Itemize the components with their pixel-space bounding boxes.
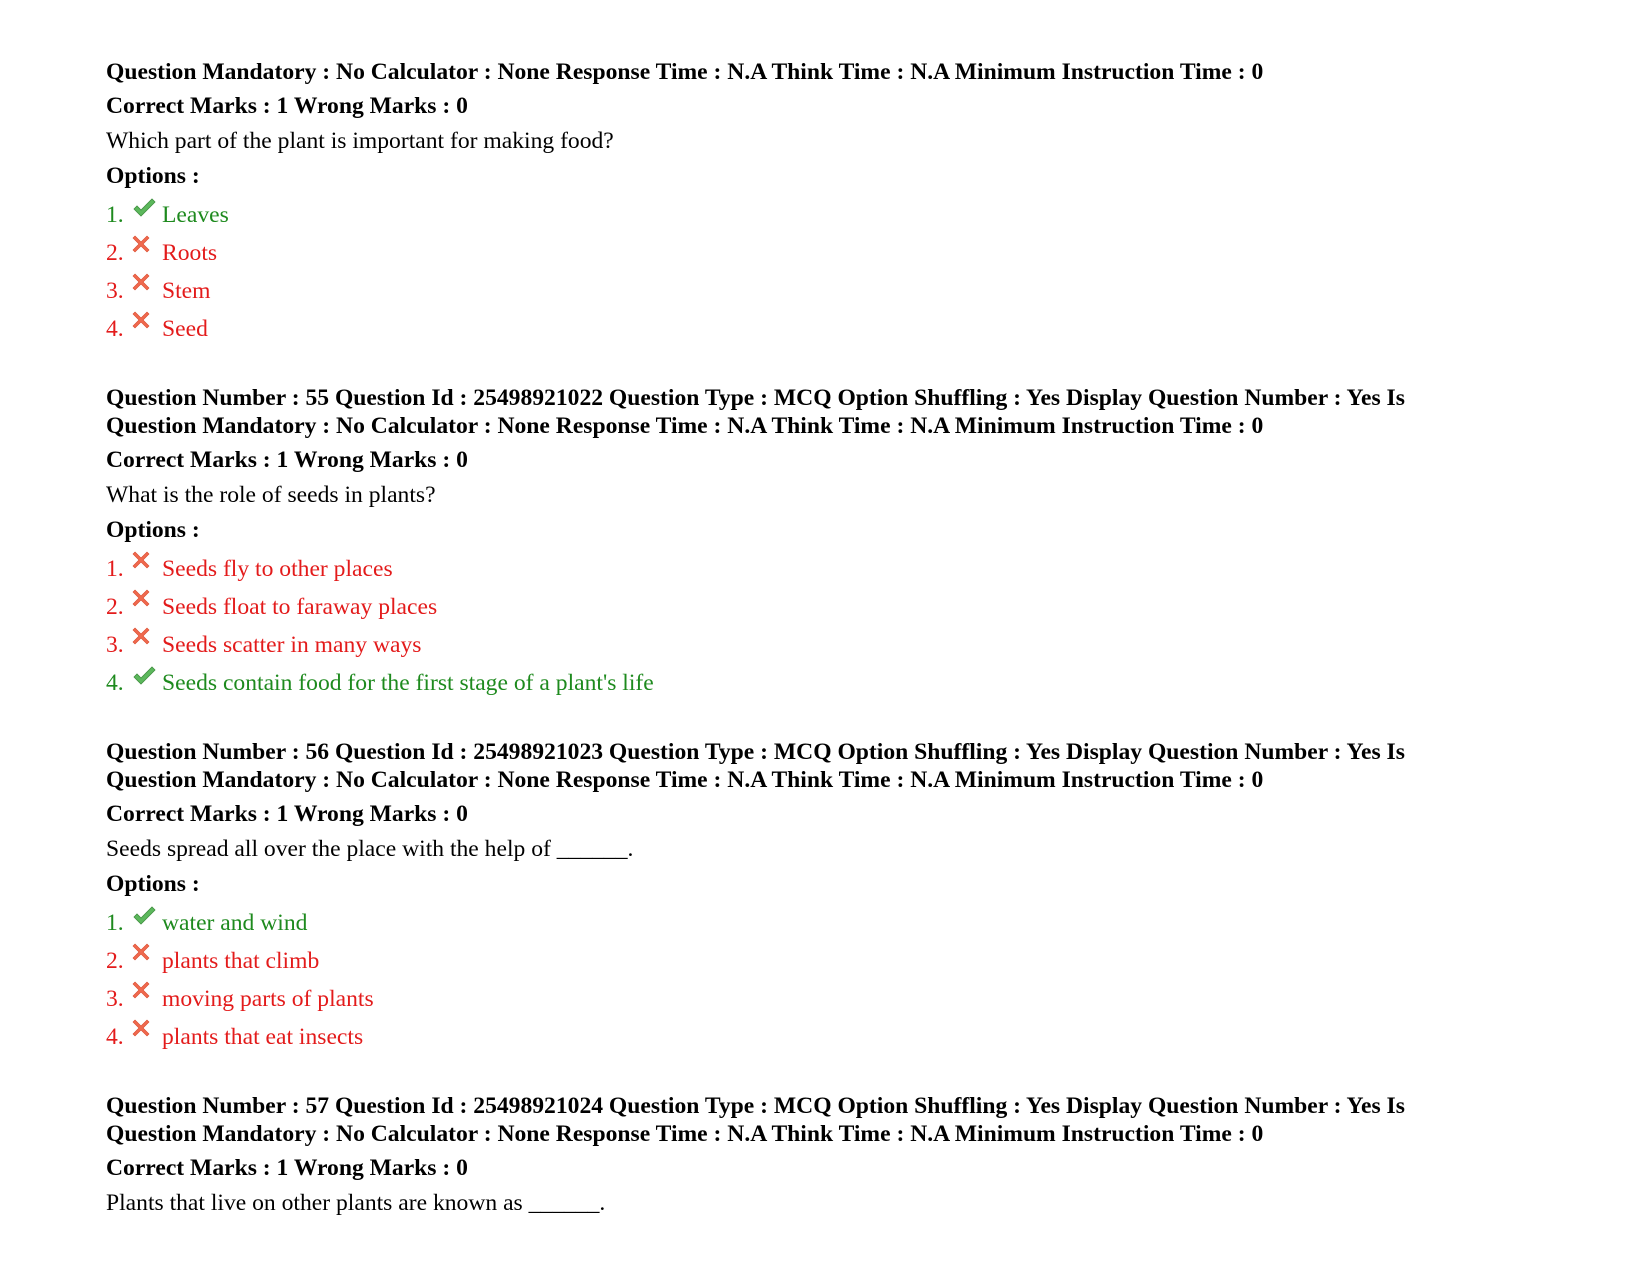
options-label: Options :: [106, 517, 200, 543]
option-number: 3.: [106, 278, 124, 304]
option-text: Seeds scatter in many ways: [162, 632, 422, 658]
marks-line: Correct Marks : 1 Wrong Marks : 0: [106, 447, 468, 473]
cross-icon: [132, 985, 162, 1013]
option-number: 3.: [106, 632, 124, 658]
question-text: Which part of the plant is important for making food?: [106, 128, 614, 154]
options-label: Options :: [106, 163, 200, 189]
option-text: Roots: [162, 240, 218, 266]
question-text: What is the role of seeds in plants?: [106, 482, 436, 508]
question-meta-line: Question Mandatory : No Calculator : None Response Time : N.A Think Time : N.A Minimum Instruction Time : 0: [106, 767, 1264, 793]
option-text: Stem: [162, 278, 211, 304]
question-meta-line: Question Number : 57 Question Id : 25498921024 Question Type : MCQ Option Shuffling : Yes Display Question Number : Yes Is: [106, 1093, 1405, 1119]
option-number: 3.: [106, 986, 124, 1012]
cross-icon: [132, 631, 162, 659]
cross-icon: [132, 593, 162, 621]
cross-icon: [132, 555, 162, 583]
cross-icon: [132, 239, 162, 267]
option-text: water and wind: [162, 910, 308, 936]
option-item: [106, 196, 1606, 234]
option-text: moving parts of plants: [162, 986, 374, 1012]
option-item: [106, 550, 1606, 588]
option-item: [106, 904, 1606, 942]
question-block: [106, 738, 1606, 1056]
option-number: 1.: [106, 910, 124, 936]
question-block: [106, 384, 1606, 702]
option-item: [106, 588, 1606, 626]
question-meta-line: Question Mandatory : No Calculator : None Response Time : N.A Think Time : N.A Minimum Instruction Time : 0: [106, 413, 1264, 439]
cross-icon: [132, 947, 162, 975]
option-item: [106, 234, 1606, 272]
cross-icon: [132, 1023, 162, 1051]
question-block: [106, 58, 1606, 348]
option-number: 4.: [106, 670, 124, 696]
options-list: [106, 904, 1606, 1056]
option-text: Seeds contain food for the first stage of a plant's life: [162, 670, 654, 696]
options-list: [106, 550, 1606, 702]
option-item: [106, 310, 1606, 348]
option-number: 1.: [106, 202, 124, 228]
document-page: [106, 58, 1606, 1253]
option-item: [106, 980, 1606, 1018]
check-icon: [132, 909, 162, 937]
option-number: 2.: [106, 594, 124, 620]
question-meta-line: Question Mandatory : No Calculator : None Response Time : N.A Think Time : N.A Minimum Instruction Time : 0: [106, 59, 1264, 85]
option-item: [106, 1018, 1606, 1056]
option-text: Leaves: [162, 202, 229, 228]
question-meta-line: Question Number : 55 Question Id : 25498921022 Question Type : MCQ Option Shuffling : Yes Display Question Number : Yes Is: [106, 385, 1405, 411]
question-meta-line: Question Number : 56 Question Id : 25498921023 Question Type : MCQ Option Shuffling : Yes Display Question Number : Yes Is: [106, 739, 1405, 765]
options-list: [106, 196, 1606, 348]
option-number: 1.: [106, 556, 124, 582]
option-number: 4.: [106, 316, 124, 342]
option-item: [106, 626, 1606, 664]
marks-line: Correct Marks : 1 Wrong Marks : 0: [106, 1155, 468, 1181]
option-text: plants that climb: [162, 948, 320, 974]
option-text: Seeds float to faraway places: [162, 594, 438, 620]
marks-line: Correct Marks : 1 Wrong Marks : 0: [106, 93, 468, 119]
option-text: Seeds fly to other places: [162, 556, 393, 582]
question-meta-line: Question Mandatory : No Calculator : None Response Time : N.A Think Time : N.A Minimum Instruction Time : 0: [106, 1121, 1264, 1147]
cross-icon: [132, 277, 162, 305]
check-icon: [132, 201, 162, 229]
question-block: [106, 1092, 1606, 1217]
options-label: Options :: [106, 871, 200, 897]
question-text: Seeds spread all over the place with the help of ______.: [106, 836, 634, 862]
option-item: [106, 272, 1606, 310]
option-item: [106, 664, 1606, 702]
check-icon: [132, 669, 162, 697]
marks-line: Correct Marks : 1 Wrong Marks : 0: [106, 801, 468, 827]
option-item: [106, 942, 1606, 980]
option-number: 2.: [106, 240, 124, 266]
option-number: 2.: [106, 948, 124, 974]
question-text: Plants that live on other plants are known as ______.: [106, 1190, 606, 1216]
option-text: Seed: [162, 316, 208, 342]
option-text: plants that eat insects: [162, 1024, 364, 1050]
option-number: 4.: [106, 1024, 124, 1050]
cross-icon: [132, 315, 162, 343]
